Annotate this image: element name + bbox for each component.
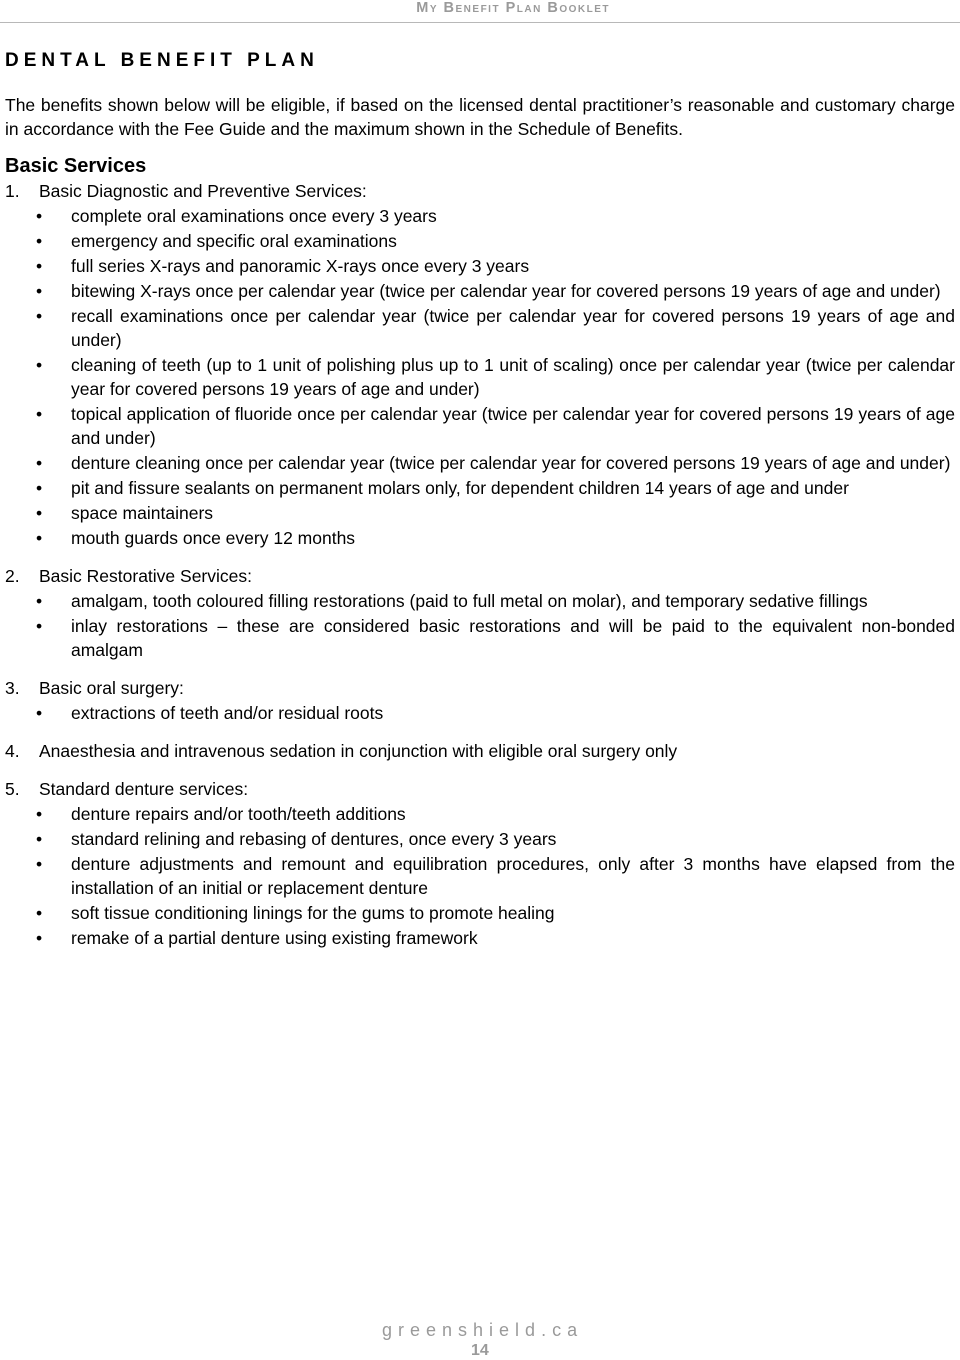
list-item [5,852,955,900]
benefit-category [5,179,955,550]
booklet-title: My Benefit Plan Booklet [416,0,610,16]
list-item [5,229,955,253]
category-heading [5,676,955,700]
category-title: Basic oral surgery: [39,678,184,698]
benefit-categories [5,179,955,950]
category-title: Anaesthesia and intravenous sedation in conjunction with eligible oral surgery only [39,741,678,761]
list-item-text: cleaning of teeth (up to 1 unit of polishing plus up to 1 unit of scaling) once per calendar year (twice per calendar year for covered persons 19 years of age and under) [71,355,955,399]
benefit-category [5,777,955,950]
list-item-text: full series X-rays and panoramic X-rays once every 3 years [71,256,530,276]
list-item-text: complete oral examinations once every 3 years [71,206,437,226]
category-number: 4. [5,741,20,761]
benefit-category [5,676,955,725]
bullet-icon: • [36,528,43,548]
list-item-text: inlay restorations – these are considered basic restorations and will be paid to the equivalent non-bonded amalgam [71,616,955,660]
list-item-text: denture repairs and/or tooth/teeth additions [71,804,406,824]
list-item-text: mouth guards once every 12 months [71,528,356,548]
list-item-text: space maintainers [71,503,214,523]
bullet-icon: • [36,256,43,276]
category-heading [5,739,955,763]
bullet-icon: • [36,206,43,226]
main-content [5,93,955,950]
benefit-category [5,564,955,662]
list-item-text: topical application of fluoride once per calendar year (twice per calendar year for covered persons 19 years of age and under) [71,404,955,448]
list-item-text: remake of a partial denture using existing framework [71,928,478,948]
list-item [5,254,955,278]
category-heading [5,777,955,801]
category-number: 1. [5,181,20,201]
list-item [5,827,955,851]
bullet-icon: • [36,281,43,301]
category-title: Standard denture services: [39,779,249,799]
list-item [5,476,955,500]
list-item [5,802,955,826]
list-item [5,451,955,475]
bullet-icon: • [36,591,43,611]
bullet-icon: • [36,404,43,424]
category-number: 5. [5,779,20,799]
list-item-text: amalgam, tooth coloured filling restorations (paid to full metal on molar), and temporary sedative fillings [71,591,868,611]
bullet-icon: • [36,231,43,251]
subheading-basic-services: Basic Services [5,155,147,177]
page-number: 14 [471,1342,489,1359]
list-item [5,901,955,925]
list-item [5,304,955,352]
category-title: Basic Diagnostic and Preventive Services: [39,181,367,201]
list-item [5,501,955,525]
footer-website: greenshield.ca [382,1320,584,1340]
list-item-text: standard relining and rebasing of dentures, once every 3 years [71,829,557,849]
list-item-text: denture cleaning once per calendar year (twice per calendar year for covered persons 19 years of age and under) [71,453,951,473]
benefit-list [5,802,955,950]
section-title: DENTAL BENEFIT PLAN [5,50,319,71]
bullet-icon: • [36,306,43,326]
list-item-text: denture adjustments and remount and equilibration procedures, only after 3 months have elapsed from the installation of an initial or replacement denture [71,854,955,898]
category-number: 2. [5,566,20,586]
bullet-icon: • [36,478,43,498]
bullet-icon: • [36,453,43,473]
benefit-list [5,589,955,662]
bullet-icon: • [36,829,43,849]
benefit-list [5,204,955,550]
bullet-icon: • [36,903,43,923]
list-item [5,526,955,550]
list-item [5,926,955,950]
list-item [5,402,955,450]
category-number: 3. [5,678,20,698]
intro-paragraph: The benefits shown below will be eligible, if based on the licensed dental practitioner’s reasonable and customary charge in accordance with the Fee Guide and the maximum shown in the Schedule of Benefits. [5,95,955,139]
list-item [5,614,955,662]
bullet-icon: • [36,703,43,723]
list-item-text: soft tissue conditioning linings for the gums to promote healing [71,903,555,923]
header-divider [0,22,960,23]
list-item-text: bitewing X-rays once per calendar year (twice per calendar year for covered persons 19 years of age and under) [71,281,941,301]
bullet-icon: • [36,804,43,824]
list-item [5,204,955,228]
category-heading [5,564,955,588]
list-item-text: pit and fissure sealants on permanent molars only, for dependent children 14 years of age and under [71,478,849,498]
list-item [5,279,955,303]
bullet-icon: • [36,854,43,874]
list-item-text: emergency and specific oral examinations [71,231,397,251]
bullet-icon: • [36,928,43,948]
bullet-icon: • [36,616,43,636]
bullet-icon: • [36,355,43,375]
list-item [5,701,955,725]
category-title: Basic Restorative Services: [39,566,252,586]
benefit-category [5,739,955,763]
list-item-text: recall examinations once per calendar year (twice per calendar year for covered persons 19 years of age and under) [71,306,955,350]
list-item [5,353,955,401]
category-heading [5,179,955,203]
bullet-icon: • [36,503,43,523]
benefit-list [5,701,955,725]
list-item-text: extractions of teeth and/or residual roots [71,703,384,723]
list-item [5,589,955,613]
